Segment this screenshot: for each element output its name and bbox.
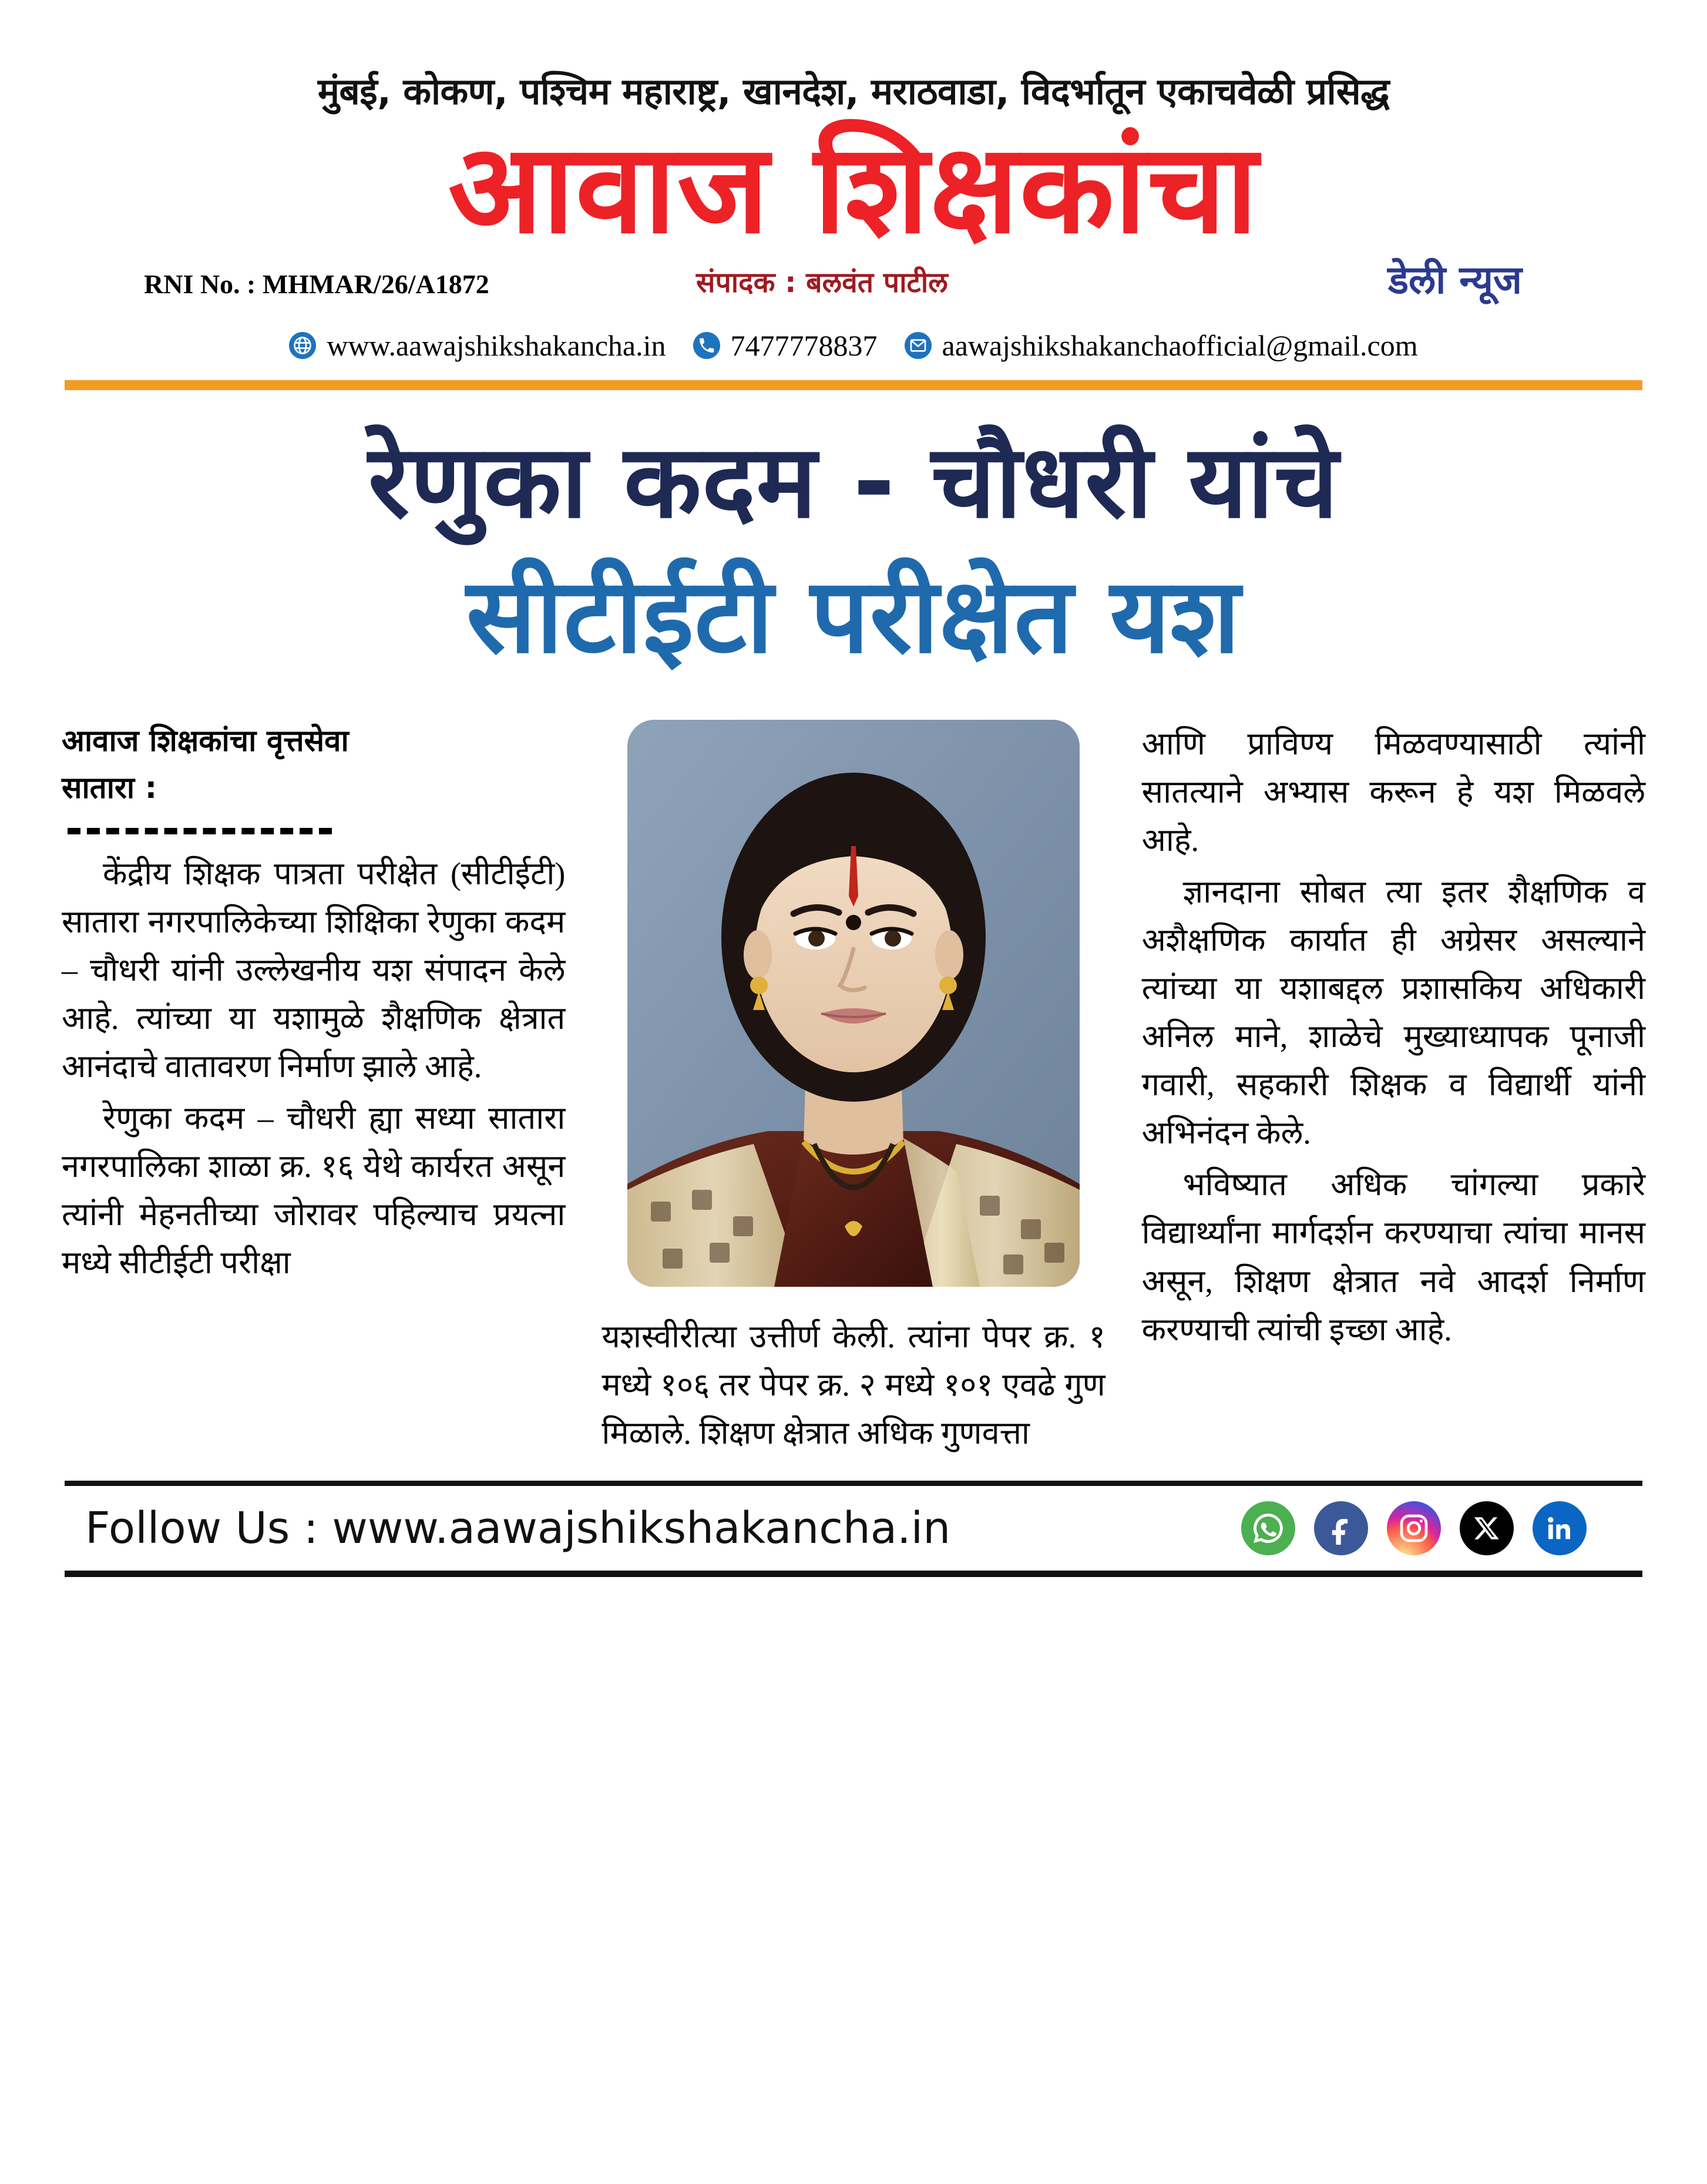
- x-twitter-icon[interactable]: [1460, 1501, 1514, 1555]
- footer: [62, 1486, 1645, 1555]
- article-headline: [62, 418, 1645, 681]
- follow-us-text: Follow Us : www.aawajshikshakancha.in: [85, 1502, 951, 1554]
- social-links: [1241, 1501, 1622, 1555]
- phone-text: 7477778837: [730, 328, 878, 362]
- linkedin-icon[interactable]: [1533, 1501, 1587, 1555]
- portrait-photo-wrapper: [602, 720, 1105, 1287]
- instagram-icon[interactable]: [1387, 1501, 1441, 1555]
- paragraph: यशस्वीरीत्या उत्तीर्ण केली. त्यांना पेपर क्र. १ मध्ये १०६ तर पेपर क्र. २ मध्ये १०१ एवढे गुण मिळाले. शिक्षण क्षेत्रात अधिक गुणवत्ता: [602, 1319, 1105, 1451]
- paragraph: रेणुका कदम – चौधरी ह्या सध्या सातारा नगरपालिका शाळा क्र. १६ येथे कार्यरत असून त्यांनी मेहनतीच्या जोरावर पहिल्याच प्रयत्ना मध्ये सीटीईटी परीक्षा: [62, 1100, 566, 1281]
- headline-line-2: सीटीईटी परीक्षेत यश: [466, 555, 1241, 676]
- website-contact[interactable]: [289, 328, 666, 363]
- left-column: [62, 720, 565, 1291]
- article-body: [62, 720, 1645, 1461]
- masthead-title: आवाज शिक्षकांचा: [448, 117, 1259, 261]
- paragraph: भविष्यात अधिक चांगल्या प्रकारे विद्यार्थ्यांना मार्गदर्शन करण्याचा त्यांचा मानस असून, शिक्षण क्षेत्रात नवे आदर्श निर्माण करण्याची त्यांची इच्छा आहे.: [1141, 1167, 1645, 1347]
- email-text: aawajshikshakanchaofficial@gmail.com: [942, 328, 1418, 362]
- byline-source: आवाज शिक्षकांचा वृत्तसेवा: [62, 723, 349, 759]
- byline-place: सातारा :: [62, 770, 157, 806]
- paragraph: केंद्रीय शिक्षक पात्रता परीक्षेत (सीटीईटी) सातारा नगरपालिकेच्या शिक्षिका रेणुका कदम – चौधरी यांनी उल्लेखनीय यश संपादन केले आहे. त्यांच्या या यशामुळे शैक्षणिक क्षेत्रात आनंदाचे वातावरण निर्माण झाले आहे.: [62, 856, 566, 1084]
- globe-icon: [289, 332, 316, 359]
- footer-bottom-rule: [65, 1571, 1642, 1577]
- headline-line-1: रेणुका कदम - चौधरी यांचे: [368, 422, 1339, 541]
- masthead-divider: [65, 380, 1642, 390]
- byline-divider: [68, 828, 332, 834]
- paragraph: आणि प्राविण्य मिळवण्यासाठी त्यांनी सातत्याने अभ्यास करून हे यश मिळवले आहे.: [1141, 726, 1645, 858]
- right-column: [1142, 720, 1645, 1357]
- paragraph: ज्ञानदाना सोबत त्या इतर शैक्षणिक व अशैक्षणिक कार्यात ही अग्रेसर असल्याने त्यांच्या या यशाबद्दल प्रशासकिय अधिकारी अनिल माने, शाळेचे मुख्याध्यापक पूनाजी गवारी, सहकारी शिक्षक व विद्यार्थी यांनी अभिनंदन केले.: [1141, 874, 1645, 1151]
- mail-icon: [905, 332, 932, 359]
- whatsapp-icon[interactable]: [1241, 1501, 1295, 1555]
- phone-contact[interactable]: [693, 328, 878, 363]
- facebook-icon[interactable]: [1314, 1501, 1368, 1555]
- portrait-photo: [627, 720, 1080, 1287]
- email-contact[interactable]: [905, 328, 1418, 363]
- daily-news-label: डेली न्यूज: [1387, 257, 1522, 303]
- masthead-tagline: मुंबई, कोकण, पश्चिम महाराष्ट्र, खानदेश, मराठवाडा, विदर्भातून एकाचवेळी प्रसिद्ध: [317, 70, 1390, 113]
- website-text: www.aawajshikshakancha.in: [327, 328, 666, 362]
- contact-row: [62, 328, 1645, 363]
- rni-number: RNI No. : MHMAR/26/A1872: [144, 269, 489, 299]
- middle-column: [602, 720, 1105, 1461]
- masthead-meta-row: [62, 258, 1645, 316]
- footer-top-rule: [65, 1481, 1642, 1486]
- editor-name: संपादक : बलवंत पाटील: [696, 266, 948, 299]
- phone-icon: [693, 332, 720, 359]
